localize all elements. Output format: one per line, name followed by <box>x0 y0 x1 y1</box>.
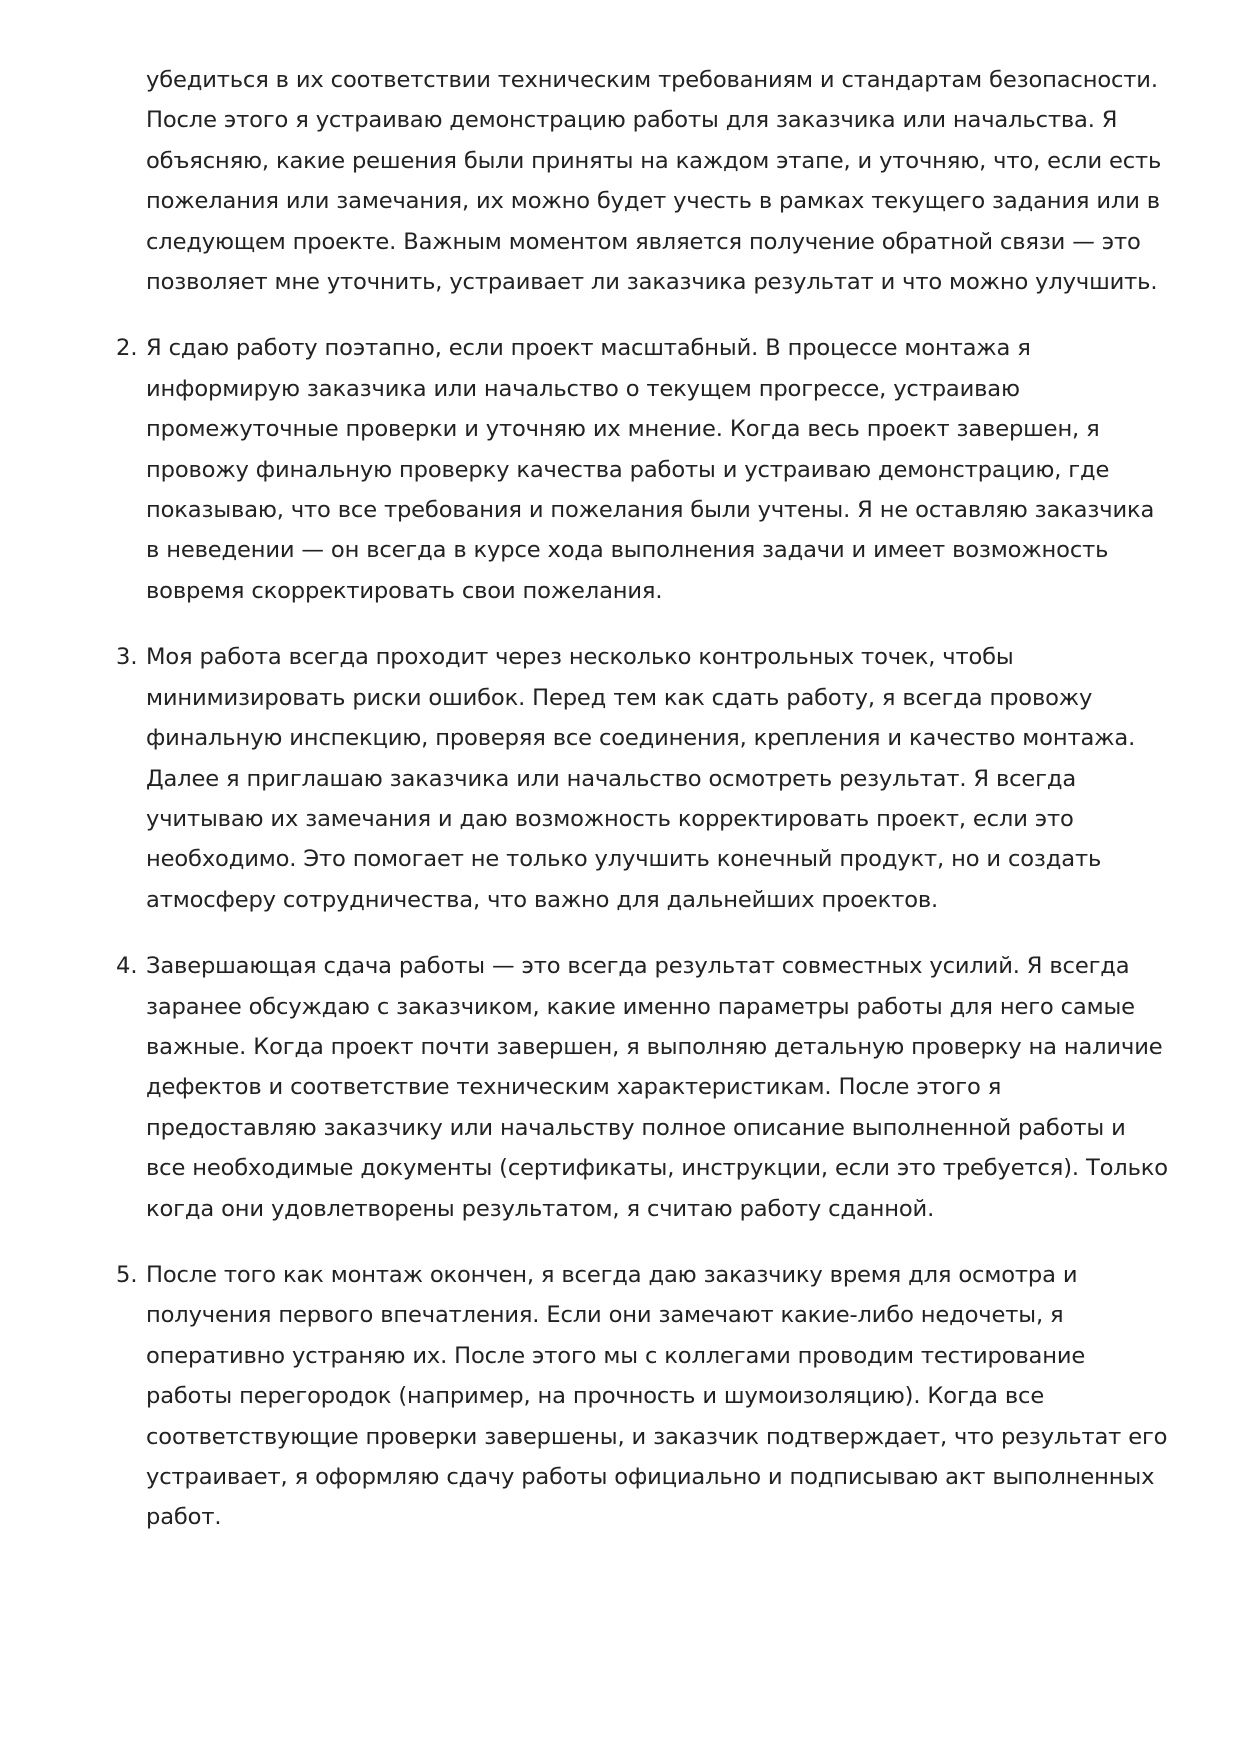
list-item-number: 4. <box>116 953 138 980</box>
numbered-list <box>116 328 1169 1537</box>
continuation-paragraph: убедиться в их соответствии техническим требованиям и стандартам безопасности. После этого я устраиваю демонстрацию работы для заказчика или начальства. Я объясняю, какие решения были приняты на каждом этапе, и уточняю, что, если есть пожелания или замечания, их можно будет учесть в рамках текущего задания или в следующем проекте. Важным моментом является получение обратной связи — это позволяет мне уточнить, устраивает ли заказчика результат и что можно улучшить. <box>146 67 1162 296</box>
list-item-text: Моя работа всегда проходит через несколько контрольных точек, чтобы минимизировать риски ошибок. Перед тем как сдать работу, я всегда провожу финальную инспекцию, проверяя все соединения, крепления и качество монтажа. Далее я приглашаю заказчика или начальство осмотреть результат. Я всегда учитываю их замечания и даю возможность корректировать проект, если это необходимо. Это помогает не только улучшить конечный продукт, но и создать атмосферу сотрудничества, что важно для дальнейших проектов. <box>146 644 1136 913</box>
list-item-text: После того как монтаж окончен, я всегда даю заказчику время для осмотра и получения первого впечатления. Если они замечают какие-либо недочеты, я оперативно устраняю их. После этого мы с коллегами проводим тестирование работы перегородок (например, на прочность и шумоизоляцию). Когда все соответствующие проверки завершены, и заказчик подтверждает, что результат его устраивает, я оформляю сдачу работы официально и подписываю акт выполненных работ. <box>146 1261 1168 1531</box>
list-item <box>116 328 1169 611</box>
list-item <box>116 946 1169 1229</box>
list-item-text: Я сдаю работу поэтапно, если проект масштабный. В процессе монтажа я информирую заказчика или начальство о текущем прогрессе, устраиваю промежуточные проверки и уточняю их мнение. Когда весь проект завершен, я провожу финальную проверку качества работы и устраиваю демонстрацию, где показываю, что все требования и пожелания были учтены. Я не оставляю заказчика в неведении — он всегда в курсе хода выполнения задачи и имеет возможность вовремя скорректировать свои пожелания. <box>146 335 1155 604</box>
list-item-number: 5. <box>116 1261 138 1288</box>
list-item-number: 2. <box>116 335 138 362</box>
list-item-text: Завершающая сдача работы — это всегда результат совместных усилий. Я всегда заранее обсуждаю с заказчиком, какие именно параметры работы для него самые важные. Когда проект почти завершен, я выполняю детальную проверку на наличие дефектов и соответствие техническим характеристикам. После этого я предоставляю заказчику или начальству полное описание выполненной работы и все необходимые документы (сертификаты, инструкции, если это требуется). Только когда они удовлетворены результатом, я считаю работу сданной. <box>146 953 1168 1222</box>
list-item <box>116 637 1169 920</box>
list-item-number: 3. <box>116 644 138 671</box>
list-item <box>116 1255 1169 1538</box>
